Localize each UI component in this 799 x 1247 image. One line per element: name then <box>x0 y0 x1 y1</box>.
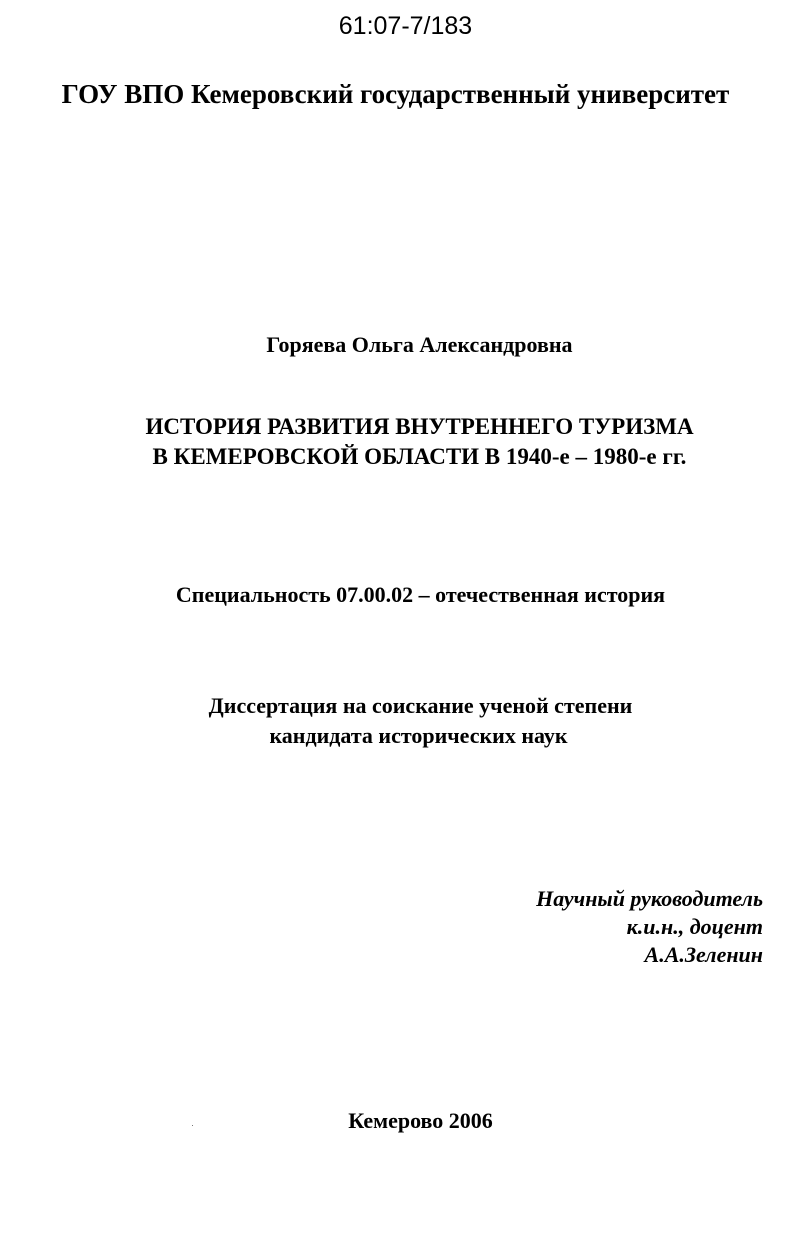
supervisor-block <box>536 885 763 969</box>
degree-line-2: кандидата исторических наук <box>269 723 568 748</box>
scan-speck <box>192 1125 193 1126</box>
specialty: Специальность 07.00.02 – отечественная история <box>175 582 666 607</box>
city-and-year: Кемерово 2006 <box>348 1108 493 1133</box>
supervisor-credentials: к.и.н., доцент <box>626 914 763 939</box>
supervisor-name: А.А.Зеленин <box>644 942 763 967</box>
title-line-1: ИСТОРИЯ РАЗВИТИЯ ВНУТРЕННЕГО ТУРИЗМА <box>145 414 694 439</box>
catalog-code: 61:07-7/183 <box>338 12 473 40</box>
degree-line-1: Диссертация на соискание ученой степени <box>208 693 633 718</box>
institution-name: ГОУ ВПО Кемеровский государственный университет <box>61 79 730 109</box>
title-line-2: В КЕМЕРОВСКОЙ ОБЛАСТИ В 1940-е – 1980-е гг. <box>152 444 687 469</box>
author-name: Горяева Ольга Александровна <box>266 332 573 357</box>
supervisor-role: Научный руководитель <box>536 886 763 911</box>
